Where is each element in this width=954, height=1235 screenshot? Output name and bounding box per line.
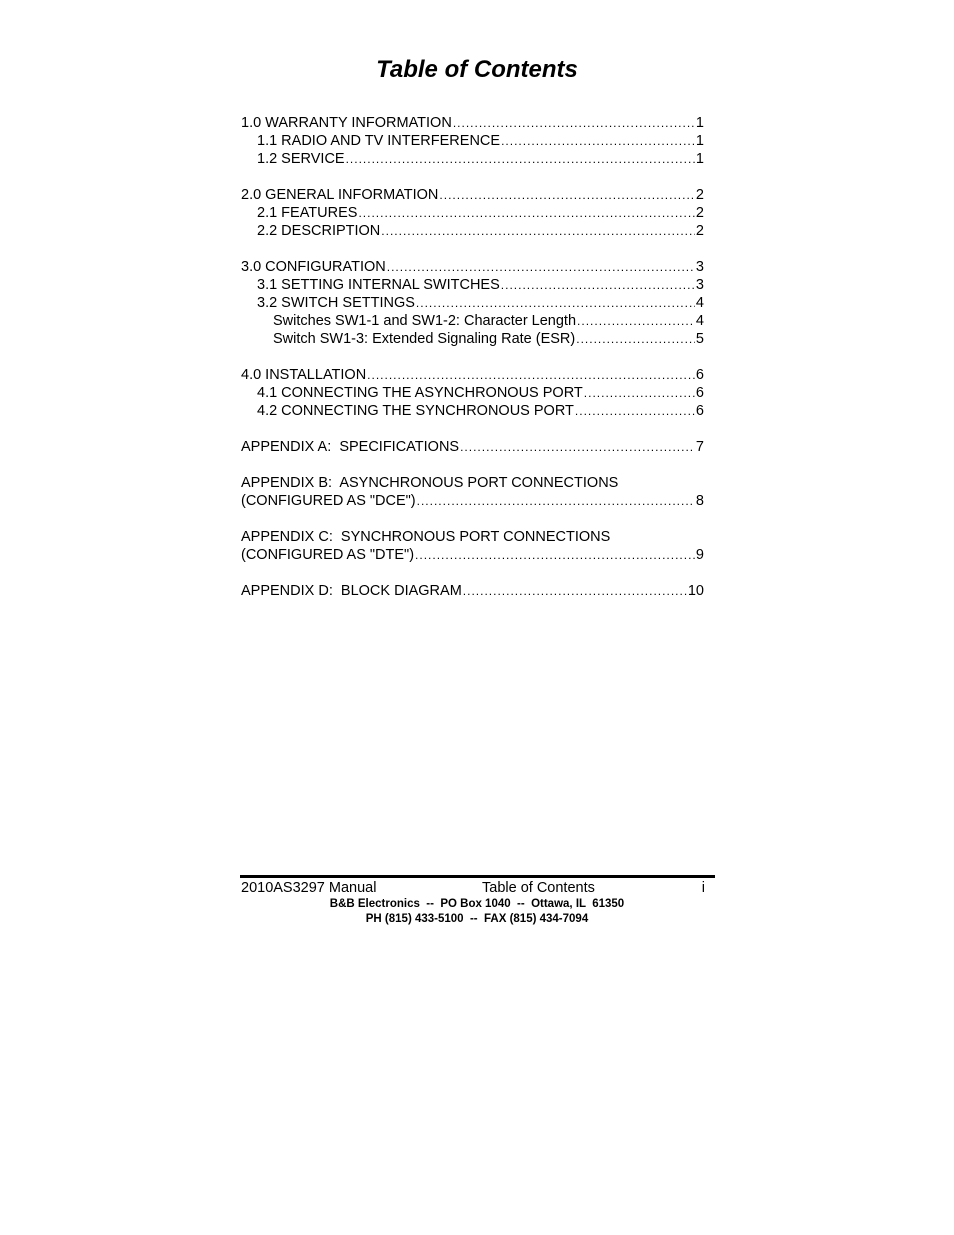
dot-leader (576, 330, 695, 348)
toc-entry-page: 6 (695, 367, 704, 383)
toc-entry-character-length[interactable] (241, 312, 704, 330)
toc-entry-page: 2 (695, 205, 704, 221)
toc-entry-page: 3 (695, 259, 704, 275)
toc-entry-label: APPENDIX D: BLOCK DIAGRAM (241, 583, 462, 599)
dot-leader (460, 438, 695, 456)
dot-leader (358, 204, 694, 222)
dot-leader (381, 222, 695, 240)
toc-entry-configuration[interactable] (241, 258, 704, 276)
dot-leader (453, 114, 695, 132)
toc-entry-page: 2 (695, 187, 704, 203)
toc-entry-switch-settings[interactable] (241, 294, 704, 312)
toc-entry-extended-signaling-rate[interactable] (241, 330, 704, 348)
toc-entry-general-information[interactable] (241, 186, 704, 204)
toc-entry-description[interactable] (241, 222, 704, 240)
dot-leader (501, 276, 695, 294)
toc-entry-page: 6 (695, 403, 704, 419)
page-title: Table of Contents (376, 56, 578, 83)
toc-entry-label: APPENDIX B: ASYNCHRONOUS PORT CONNECTIONS (241, 475, 619, 491)
toc-entry-installation[interactable] (241, 366, 704, 384)
toc-entry-page: 9 (695, 547, 704, 563)
toc-entry-label: 1.0 WARRANTY INFORMATION (241, 115, 452, 131)
toc-entry-appendix-d[interactable] (241, 582, 704, 600)
toc-entry-label: 1.1 RADIO AND TV INTERFERENCE (257, 133, 501, 149)
dot-leader (584, 384, 695, 402)
toc-entry-page: 10 (687, 583, 704, 599)
toc-entry-label: 4.0 INSTALLATION (241, 367, 367, 383)
toc-entry-label: Switches SW1-1 and SW1-2: Character Length (273, 313, 577, 329)
toc-entry-label: 3.2 SWITCH SETTINGS (257, 295, 415, 311)
footer-page-number: i (701, 880, 705, 896)
toc-entry-page: 1 (695, 151, 704, 167)
dot-leader (439, 186, 695, 204)
toc-entry-label: 1.2 SERVICE (257, 151, 345, 167)
dot-leader (575, 402, 695, 420)
dot-leader (417, 492, 695, 510)
toc-entry-appendix-c-continuation[interactable] (241, 546, 704, 564)
toc-entry-connecting-asynchronous-port[interactable] (241, 384, 704, 402)
toc-entry-page: 1 (695, 115, 704, 131)
dot-leader (387, 258, 695, 276)
toc-entry-label: 4.2 CONNECTING THE SYNCHRONOUS PORT (257, 403, 574, 419)
table-of-contents (241, 114, 704, 600)
toc-entry-appendix-c[interactable] (241, 528, 704, 546)
toc-entry-label: 3.1 SETTING INTERNAL SWITCHES (257, 277, 500, 293)
toc-entry-page: 8 (695, 493, 704, 509)
dot-leader (367, 366, 695, 384)
toc-entry-label: APPENDIX A: SPECIFICATIONS (241, 439, 460, 455)
toc-entry-label-continuation: (CONFIGURED AS "DCE") (241, 493, 416, 509)
page-footer (240, 879, 705, 897)
toc-entry-warranty-information[interactable] (241, 114, 704, 132)
toc-entry-connecting-synchronous-port[interactable] (241, 402, 704, 420)
footer-phone-fax: PH (815) 433-5100 -- FAX (815) 434-7094 (365, 913, 589, 925)
toc-entry-page: 4 (695, 295, 704, 311)
toc-entry-label: 2.2 DESCRIPTION (257, 223, 381, 239)
toc-entry-setting-internal-switches[interactable] (241, 276, 704, 294)
toc-entry-label: APPENDIX C: SYNCHRONOUS PORT CONNECTIONS (241, 529, 611, 545)
toc-entry-page: 3 (695, 277, 704, 293)
toc-entry-label: 2.1 FEATURES (257, 205, 358, 221)
toc-entry-radio-tv-interference[interactable] (241, 132, 704, 150)
toc-entry-label: Switch SW1-3: Extended Signaling Rate (ESR) (273, 331, 576, 347)
dot-leader (577, 312, 695, 330)
dot-leader (416, 294, 695, 312)
toc-entry-label: 4.1 CONNECTING THE ASYNCHRONOUS PORT (257, 385, 583, 401)
footer-manual-name: 2010AS3297 Manual (241, 880, 377, 896)
toc-entry-label-continuation: (CONFIGURED AS "DTE") (241, 547, 415, 563)
toc-entry-appendix-b[interactable] (241, 474, 704, 492)
footer-section-name: Table of Contents (482, 880, 595, 896)
toc-entry-service[interactable] (241, 150, 704, 168)
toc-entry-label: 2.0 GENERAL INFORMATION (241, 187, 439, 203)
footer-divider (240, 875, 715, 878)
toc-entry-page: 5 (695, 331, 704, 347)
dot-leader (346, 150, 695, 168)
dot-leader (415, 546, 695, 564)
toc-entry-page: 7 (695, 439, 704, 455)
dot-leader (501, 132, 695, 150)
toc-entry-appendix-a[interactable] (241, 438, 704, 456)
toc-entry-label: 3.0 CONFIGURATION (241, 259, 386, 275)
toc-entry-page: 1 (695, 133, 704, 149)
toc-entry-page: 6 (695, 385, 704, 401)
toc-entry-features[interactable] (241, 204, 704, 222)
toc-entry-appendix-b-continuation[interactable] (241, 492, 704, 510)
dot-leader (463, 582, 687, 600)
toc-entry-page: 4 (695, 313, 704, 329)
footer-address: B&B Electronics -- PO Box 1040 -- Ottawa, IL 61350 (329, 898, 625, 910)
toc-entry-page: 2 (695, 223, 704, 239)
